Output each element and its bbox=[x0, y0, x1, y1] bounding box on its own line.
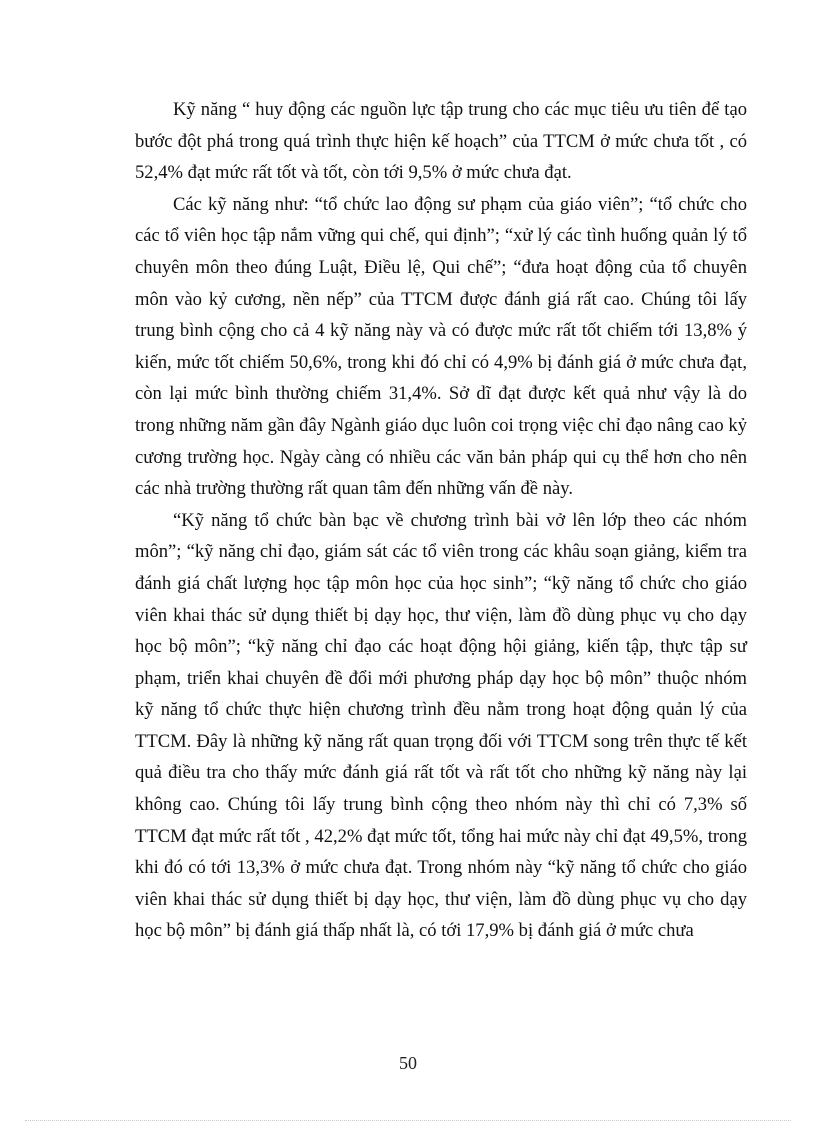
paragraph-mobilizing-resources: Kỹ năng “ huy động các nguồn lực tập trung cho các mục tiêu ưu tiên để tạo bước đột phá trong quá trình thực hiện kế hoạch” của TTCM ở mức chưa tốt , có 52,4% đạt mức rất tốt và tốt, còn tới 9,5% ở mức chưa đạt. bbox=[135, 99, 747, 184]
page-number: 50 bbox=[399, 1053, 417, 1073]
paragraph-discipline-skills: Các kỹ năng như: “tổ chức lao động sư phạm của giáo viên”; “tổ chức cho các tổ viên học tập nắm vững qui chế, qui định”; “xử lý các tình huống quản lý tổ chuyên môn theo đúng Luật, Điều lệ, Qui chế”; “đưa hoạt động của tổ chuyên môn vào kỷ cương, nền nếp” của TTCM được đánh giá rất cao. Chúng tôi lấy trung bình cộng cho cả 4 kỹ năng này và có được mức rất tốt chiếm tới 13,8% ý kiến, mức tốt chiếm 50,6%, trong khi đó chỉ có 4,9% bị đánh giá ở mức chưa đạt, còn lại mức bình thường chiếm 31,4%. Sở dĩ đạt được kết quả như vậy là do trong những năm gần đây Ngành giáo dục luôn coi trọng việc chỉ đạo nâng cao kỷ cương trường học. Ngày càng có nhiều các văn bản pháp qui cụ thể hơn cho nên các nhà trường thường rất quan tâm đến những vấn đề này. bbox=[135, 193, 747, 500]
paragraph-program-implementation: “Kỹ năng tổ chức bàn bạc về chương trình bài vở lên lớp theo các nhóm môn”; “kỹ năng chỉ đạo, giám sát các tổ viên trong các khâu soạn giảng, kiểm tra đánh giá chất lượng học tập môn học của học sinh”; “kỹ năng tổ chức cho giáo viên khai thác sử dụng thiết bị dạy học, thư viện, làm đồ dùng phục vụ cho dạy học bộ môn”; “kỹ năng chỉ đạo các hoạt động hội giảng, kiến tập, thực tập sư phạm, triển khai chuyên đề đổi mới phương pháp dạy học bộ môn” thuộc nhóm kỹ năng tổ chức thực hiện chương trình đều nằm trong hoạt động quản lý của TTCM. Đây là những kỹ năng rất quan trọng đối với TTCM song trên thực tế kết quả điều tra cho thấy mức đánh giá rất tốt và rất tốt cho những kỹ năng này lại không cao. Chúng tôi lấy trung bình cộng theo nhóm này thì chỉ có 7,3% số TTCM đạt mức rất tốt , 42,2% đạt mức tốt, tổng hai mức này chỉ đạt 49,5%, trong khi đó có tới 13,3% ở mức chưa đạt. Trong nhóm này “kỹ năng tổ chức cho giáo viên khai thác sử dụng thiết bị dạy học, thư viện, làm đồ dùng phục vụ cho dạy học bộ môn” bị đánh giá thấp nhất là, có tới 17,9% bị đánh giá ở mức chưa bbox=[135, 509, 747, 942]
document-body bbox=[135, 94, 747, 947]
page-bottom-divider bbox=[25, 1120, 791, 1121]
